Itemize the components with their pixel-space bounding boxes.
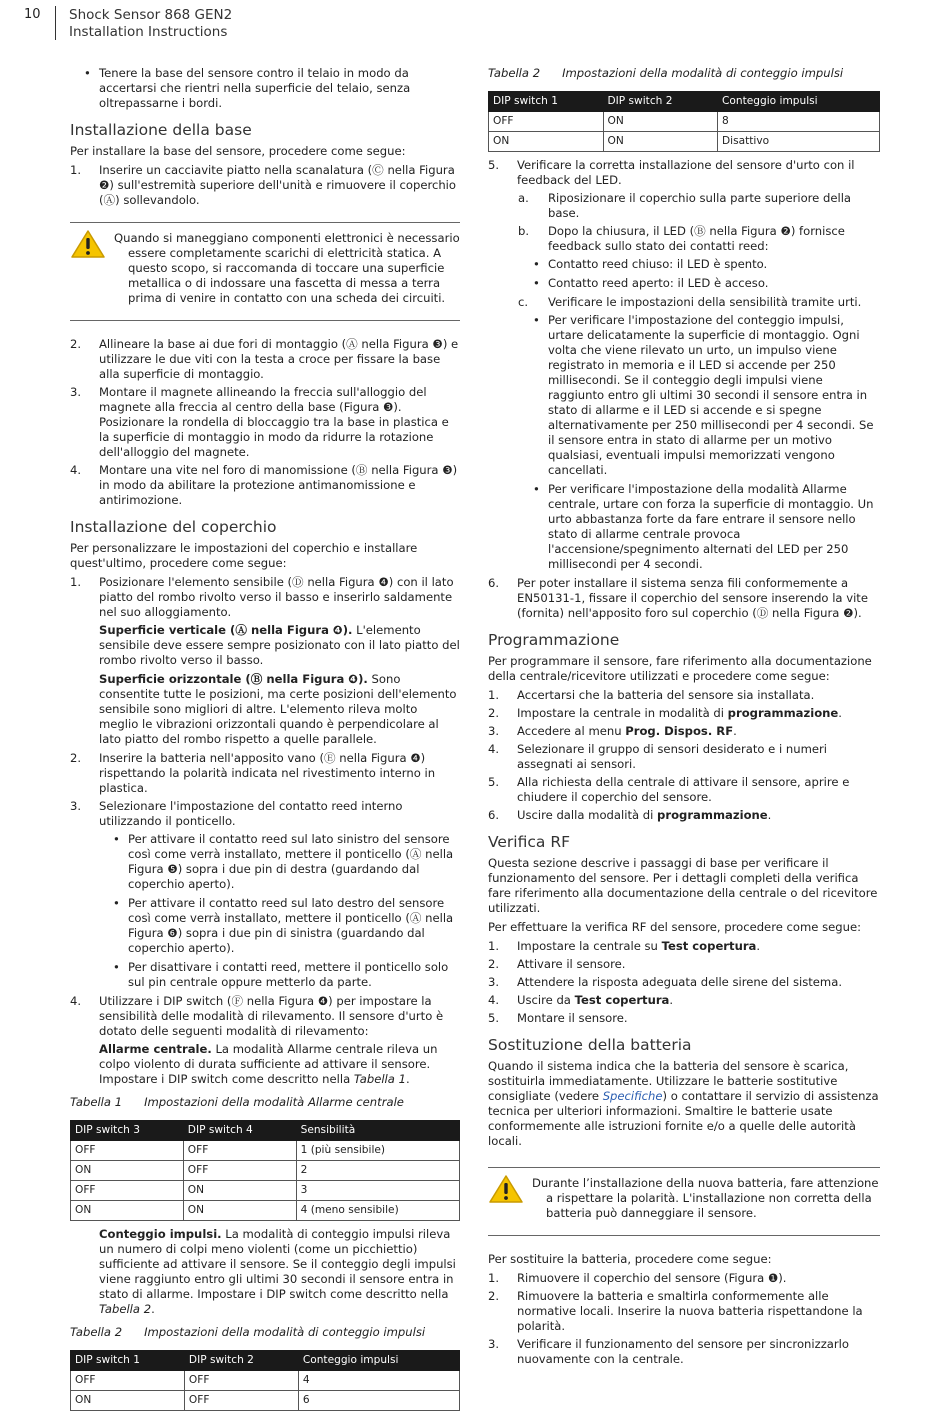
list-item: 5. Verificare la corretta installazione del sensore d'urto con il feedback del LED.	[488, 158, 855, 187]
right-column	[488, 66, 880, 1370]
paragraph: Per personalizzare le impostazioni del coperchio e installare quest'ultimo, procedere come segue:	[70, 541, 418, 570]
paragraph: Conteggio impulsi. La modalità di conteggio impulsi rileva un numero di colpi meno violenti (come un picchiettio) sufficiente ad attivare il sensore. Se il conteggio degli impulsi viene raggiunto entro gli ultimi 30 secondi il sensore entra in stato di allarme. Impostare i DIP switch come descritto nella Tabella 2.	[99, 1227, 456, 1316]
section-heading-base: Installazione della base	[70, 121, 252, 139]
table-alarm-mode	[70, 1120, 460, 1221]
list-item: 4. Uscire da Test copertura.	[488, 993, 674, 1007]
list-item: 2. Allineare la base ai due fori di montaggio (Ⓐ nella Figura ❸) e utilizzare le due viti con la testa a croce per fissare la base alla superficie di montaggio.	[70, 337, 459, 381]
table-header: DIP switch 3	[71, 1121, 184, 1141]
table-row: OFF OFF 4	[71, 1371, 460, 1391]
paragraph: Questa sezione descrive i passaggi di base per verificare il funzionamento del sensore. Per i dettagli completi della verifica fare riferimento alla documentazione della centrale o del ricevitore utilizzati.	[488, 856, 878, 915]
list-item: 2. Attivare il sensore.	[488, 957, 626, 971]
table-caption: Tabella 2 Impostazioni della modalità di conteggio impulsi	[70, 1325, 426, 1339]
table-caption: Tabella 2 Impostazioni della modalità di conteggio impulsi	[488, 66, 844, 80]
table-header: DIP switch 2	[184, 1351, 298, 1371]
table-caption: Tabella 1 Impostazioni della modalità Allarme centrale	[70, 1095, 404, 1109]
list-item: 3. Verificare il funzionamento del sensore per sincronizzarlo nuovamente con la centrale.	[488, 1337, 849, 1366]
warning-icon	[488, 1174, 524, 1204]
header-divider	[55, 6, 56, 40]
warning-icon	[70, 229, 106, 259]
table-row: OFF OFF 1 (più sensibile)	[71, 1141, 460, 1161]
table-header: DIP switch 2	[603, 92, 718, 112]
list-item: 3. Montare il magnete allineando la freccia sull'alloggio del magnete alla freccia al centro della base (Figura ❸). Posizionare la rondella di bloccaggio tra la base in plastica e la superficie di montaggio in modo da ridurre la rotazione dell'alloggio del magnete.	[70, 385, 449, 459]
list-item: 5. Alla richiesta della centrale di attivare il sensore, aprire e chiudere il coperchio del sensore.	[488, 775, 850, 804]
table-header: Sensibilità	[296, 1121, 459, 1141]
caution-note	[488, 1167, 880, 1236]
left-column	[70, 66, 460, 1417]
section-heading-cover: Installazione del coperchio	[70, 518, 277, 536]
list-item: • Per disattivare i contatti reed, mettere il ponticello solo sul pin centrale oppure metterlo da parte.	[99, 960, 460, 990]
table-header: DIP switch 4	[183, 1121, 296, 1141]
doc-title	[69, 7, 232, 41]
list-item: • Per verificare l'impostazione del conteggio impulsi, urtare delicatamente la superficie di montaggio. Ogni volta che viene rilevato un urto, un impulso viene registrato in memoria e il LED si accende per 250 millisecondi. Se il conteggio degli impulsi viene raggiunto entro gli ultimi 30 secondi il sensore entra in stato di allarme e il LED si accende e si spegne alternativamente per 250 millisecondi per 4 secondi. Se il sensore entra in stato di allarme per un motivo qualsiasi, eventuali impulsi memorizzati vengono cancellati.	[488, 313, 880, 478]
paragraph: Allarme centrale. La modalità Allarme centrale rileva un colpo violento di durata sufficiente ad attivare il sensore. Impostare i DIP switch come descritto nella Tabella 1.	[99, 1042, 438, 1086]
table-header: DIP switch 1	[71, 1351, 185, 1371]
table-row: ON OFF 2	[71, 1161, 460, 1181]
list-item: 1. Posizionare l'elemento sensibile (Ⓓ nella Figura ❹) con il lato piatto del rombo rivolto verso il basso e inserirlo saldamente nel suo alloggiamento.	[70, 575, 454, 619]
list-item: • Tenere la base del sensore contro il telaio in modo da accertarsi che rientri nella superficie del telaio, senza oltrepassarne i bordi.	[70, 66, 460, 111]
page-number: 10	[24, 7, 41, 22]
list-item: 6. Uscire dalla modalità di programmazione.	[488, 808, 772, 822]
list-item: 4. Selezionare il gruppo di sensori desiderato e i numeri assegnati ai sensori.	[488, 742, 827, 771]
list-item: • Per verificare l'impostazione della modalità Allarme centrale, urtare con forza la superficie di montaggio. Un urto abbastanza forte da fare entrare il sensore nello stato di allarme centrale provoca l'accensione/spegnimento alternati del LED per 250 millisecondi per 4 secondi.	[488, 482, 880, 572]
section-heading-programming: Programmazione	[488, 631, 620, 649]
paragraph: Superficie verticale (Ⓐ nella Figura ❹). L'elemento sensibile deve essere sempre posizionato con il lato piatto del rombo rivolto verso il basso.	[99, 623, 460, 667]
list-item: 1. Inserire un cacciavite piatto nella scanalatura (Ⓒ nella Figura ❷) sull'estremità superiore dell'unità e rimuovere il coperchio (Ⓐ) sollevandolo.	[70, 163, 456, 207]
table-row: OFF ON 8	[489, 112, 880, 132]
table-pulse-count	[70, 1350, 460, 1411]
list-item: 2. Rimuovere la batteria e smaltirla conformemente alle normative locali. Inserire la nuova batteria rispettandone la polarità.	[488, 1289, 863, 1333]
list-item: 4. Montare una vite nel foro di manomissione (Ⓑ nella Figura ❸) in modo da abilitare la protezione antimanomissione e antirimozione.	[70, 463, 458, 507]
list-item: 3. Accedere al menu Prog. Dispos. RF.	[488, 724, 737, 738]
list-item: • Contatto reed chiuso: il LED è spento.	[488, 257, 880, 272]
table-row: ON OFF 6	[71, 1391, 460, 1411]
caution-note	[70, 222, 460, 321]
paragraph: Per effettuare la verifica RF del sensore, procedere come segue:	[488, 920, 862, 934]
table-header: Conteggio impulsi	[298, 1351, 459, 1371]
table-header: Conteggio impulsi	[718, 92, 880, 112]
list-item: • Per attivare il contatto reed sul lato destro del sensore così come verrà installato, mettere il ponticello (Ⓐ nella Figura ❻) sopra i due pin di sinistra (guardando dal coperchio aperto).	[99, 896, 460, 956]
table-row: ON ON 4 (meno sensibile)	[71, 1201, 460, 1221]
section-heading-rf-check: Verifica RF	[488, 833, 571, 851]
table-row: OFF ON 3	[71, 1181, 460, 1201]
list-item: 5. Montare il sensore.	[488, 1011, 628, 1025]
table-header: DIP switch 1	[489, 92, 604, 112]
list-item: 6. Per poter installare il sistema senza fili conformemente a EN50131-1, fissare il coperchio del sensore inserendo la vite (fornita) nell'apposito foro sul coperchio (Ⓓ nella Figura ❷).	[488, 576, 868, 620]
paragraph: Per installare la base del sensore, procedere come segue:	[70, 144, 406, 158]
doc-title-product: Shock Sensor 868 GEN2	[69, 7, 233, 23]
paragraph: Per programmare il sensore, fare riferimento alla documentazione della centrale/ricevitore utilizzati e procedere come segue:	[488, 654, 872, 683]
section-heading-battery: Sostituzione della batteria	[488, 1036, 692, 1054]
caution-text: Durante l’installazione della nuova batteria, fare attenzione a rispettare la polarità. L'installazione non corretta della batteria può danneggiare il sensore.	[532, 1176, 879, 1220]
caution-text: Quando si maneggiano componenti elettronici è necessario essere completamente scarichi di elettricità statica. A questo scopo, si raccomanda di toccare una superficie metallica o di indossare una fascetta di messa a terra prima di venire in contatto con una scheda dei circuiti.	[114, 231, 460, 305]
table-row: ON ON Disattivo	[489, 132, 880, 152]
list-item: 2. Inserire la batteria nell'apposito vano (Ⓔ nella Figura ❹) rispettando la polarità indicata nel rivestimento interno in plastica.	[70, 751, 436, 795]
list-item: • Per attivare il contatto reed sul lato sinistro del sensore così come verrà installato, mettere il ponticello (Ⓐ nella Figura ❺) sopra i due pin di destra (guardando dal coperchio aperto).	[99, 832, 460, 892]
list-item: 1. Accertarsi che la batteria del sensore sia installata.	[488, 688, 815, 702]
paragraph: Quando il sistema indica che la batteria del sensore è scarica, sostituirla immediatamente. Utilizzare le batterie sostitutive consigliate (vedere Specifiche) o contattare il servizio di assistenza tecnica per ulteriori informazioni. Smaltire le batterie usate conformemente alle istruzioni fornite e/o a quelle delle autorità locali.	[488, 1059, 879, 1148]
specifications-link[interactable]: Specifiche	[602, 1089, 663, 1103]
list-item: a. Riposizionare il coperchio sulla parte superiore della base.	[518, 191, 852, 220]
list-item: 4. Utilizzare i DIP switch (Ⓕ nella Figura ❹) per impostare la sensibilità delle modalità di rilevamento. Il sensore d'urto è dotato delle seguenti modalità di rilevamento:	[70, 994, 444, 1038]
list-item: • Contatto reed aperto: il LED è acceso.	[488, 276, 880, 291]
list-item: 1. Impostare la centrale su Test copertura.	[488, 939, 761, 953]
list-item: 1. Rimuovere il coperchio del sensore (Figura ❶).	[488, 1271, 787, 1285]
list-item: 3. Attendere la risposta adeguata delle sirene del sistema.	[488, 975, 843, 989]
list-item: 3. Selezionare l'impostazione del contatto reed interno utilizzando il ponticello.	[70, 799, 403, 828]
doc-title-subtitle: Installation Instructions	[69, 24, 228, 40]
table-pulse-count-continued	[488, 91, 880, 152]
list-item: b. Dopo la chiusura, il LED (Ⓑ nella Figura ❷) fornisce feedback sullo stato dei contatti reed:	[518, 224, 845, 253]
paragraph: Per sostituire la batteria, procedere come segue:	[488, 1252, 772, 1266]
paragraph: Superficie orizzontale (Ⓑ nella Figura ❹). Sono consentite tutte le posizioni, ma certe posizioni dell'elemento sensibile sono migliori di altre. L'elemento rileva molto meglio le vibrazioni orizzontali quando è perpendicolare al lato piatto del rombo rispetto a quelle parallele.	[99, 672, 457, 746]
list-item: c. Verificare le impostazioni della sensibilità tramite urti.	[518, 295, 862, 309]
list-item: 2. Impostare la centrale in modalità di programmazione.	[488, 706, 842, 720]
